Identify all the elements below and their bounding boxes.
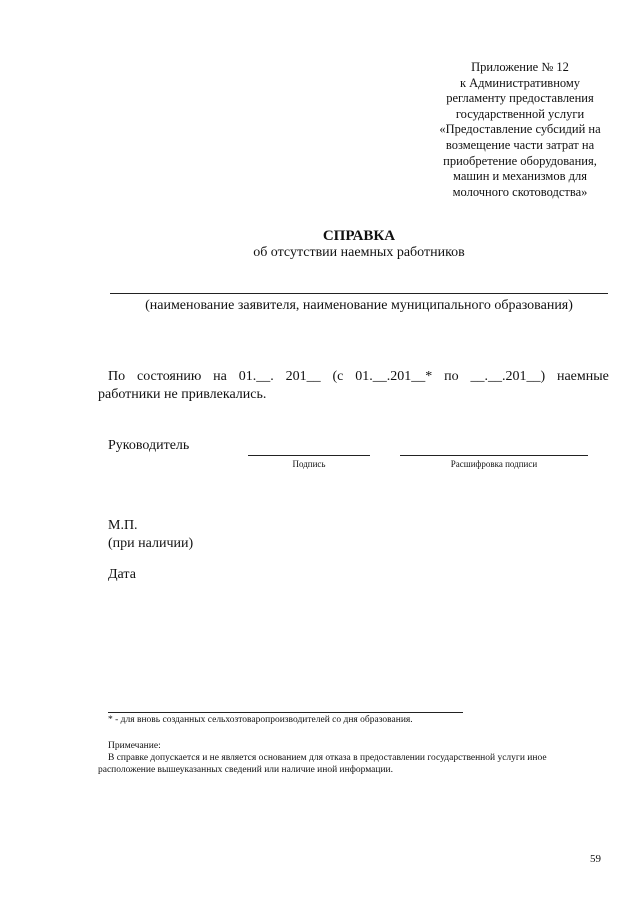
statement-word: 01.__.201__*	[355, 369, 433, 384]
appendix-line: Приложение № 12	[471, 60, 569, 74]
appendix-line: молочного скотоводства»	[452, 184, 588, 199]
signature-decryption-line	[400, 455, 588, 456]
stamp-note: (при наличии)	[108, 536, 194, 551]
appendix-line: регламенту предоставления	[446, 91, 594, 106]
note-heading: Примечание:	[108, 741, 161, 751]
statement-word: __.__.201__)	[470, 369, 546, 384]
statement-word: По	[108, 369, 126, 384]
stamp-label: М.П.	[108, 518, 138, 533]
statement-word: 201__	[285, 369, 321, 384]
appendix-header	[420, 60, 620, 200]
statement-word: на	[213, 369, 227, 384]
statement-line-2: работники не привлекались.	[98, 387, 267, 402]
applicant-name-caption: (наименование заявителя, наименование муниципального образования)	[145, 298, 573, 313]
statement-line-1	[108, 368, 609, 386]
appendix-line: «Предоставление субсидий на	[439, 122, 601, 137]
statement-paragraph	[98, 368, 609, 404]
note-body	[98, 752, 610, 776]
head-label: Руководитель	[108, 438, 190, 453]
note-line-1: В справке допускается и не является основанием для отказа в предоставлении государственной услуги иное	[108, 753, 547, 763]
appendix-line: приобретение оборудования,	[443, 153, 597, 168]
footnote: * - для вновь созданных сельхозтоваропроизводителей со дня образования.	[108, 715, 413, 725]
statement-word: по	[444, 369, 459, 384]
signature-decryption-caption: Расшифровка подписи	[450, 459, 538, 469]
statement-word: состоянию	[136, 369, 202, 384]
statement-word: (с	[332, 369, 344, 384]
note-block	[98, 740, 610, 776]
statement-word: 01.__.	[238, 369, 274, 384]
applicant-name-line	[110, 293, 608, 294]
signature-caption: Подпись	[292, 459, 326, 469]
statement-word: наемные	[556, 369, 609, 384]
page-number: 59	[590, 853, 601, 865]
document-title: СПРАВКА	[322, 228, 396, 244]
appendix-line: к Административному	[459, 75, 581, 90]
appendix-line: государственной услуги	[455, 106, 585, 121]
footnote-separator	[108, 712, 463, 713]
appendix-line: возмещение части затрат на	[445, 137, 595, 152]
document-subtitle: об отсутствии наемных работников	[253, 245, 465, 260]
date-label: Дата	[108, 567, 136, 582]
signature-line	[248, 455, 370, 456]
appendix-line: машин и механизмов для	[453, 169, 587, 184]
stamp-block	[108, 517, 193, 553]
note-line-2: расположение вышеуказанных сведений или наличие иной информации.	[98, 765, 394, 775]
